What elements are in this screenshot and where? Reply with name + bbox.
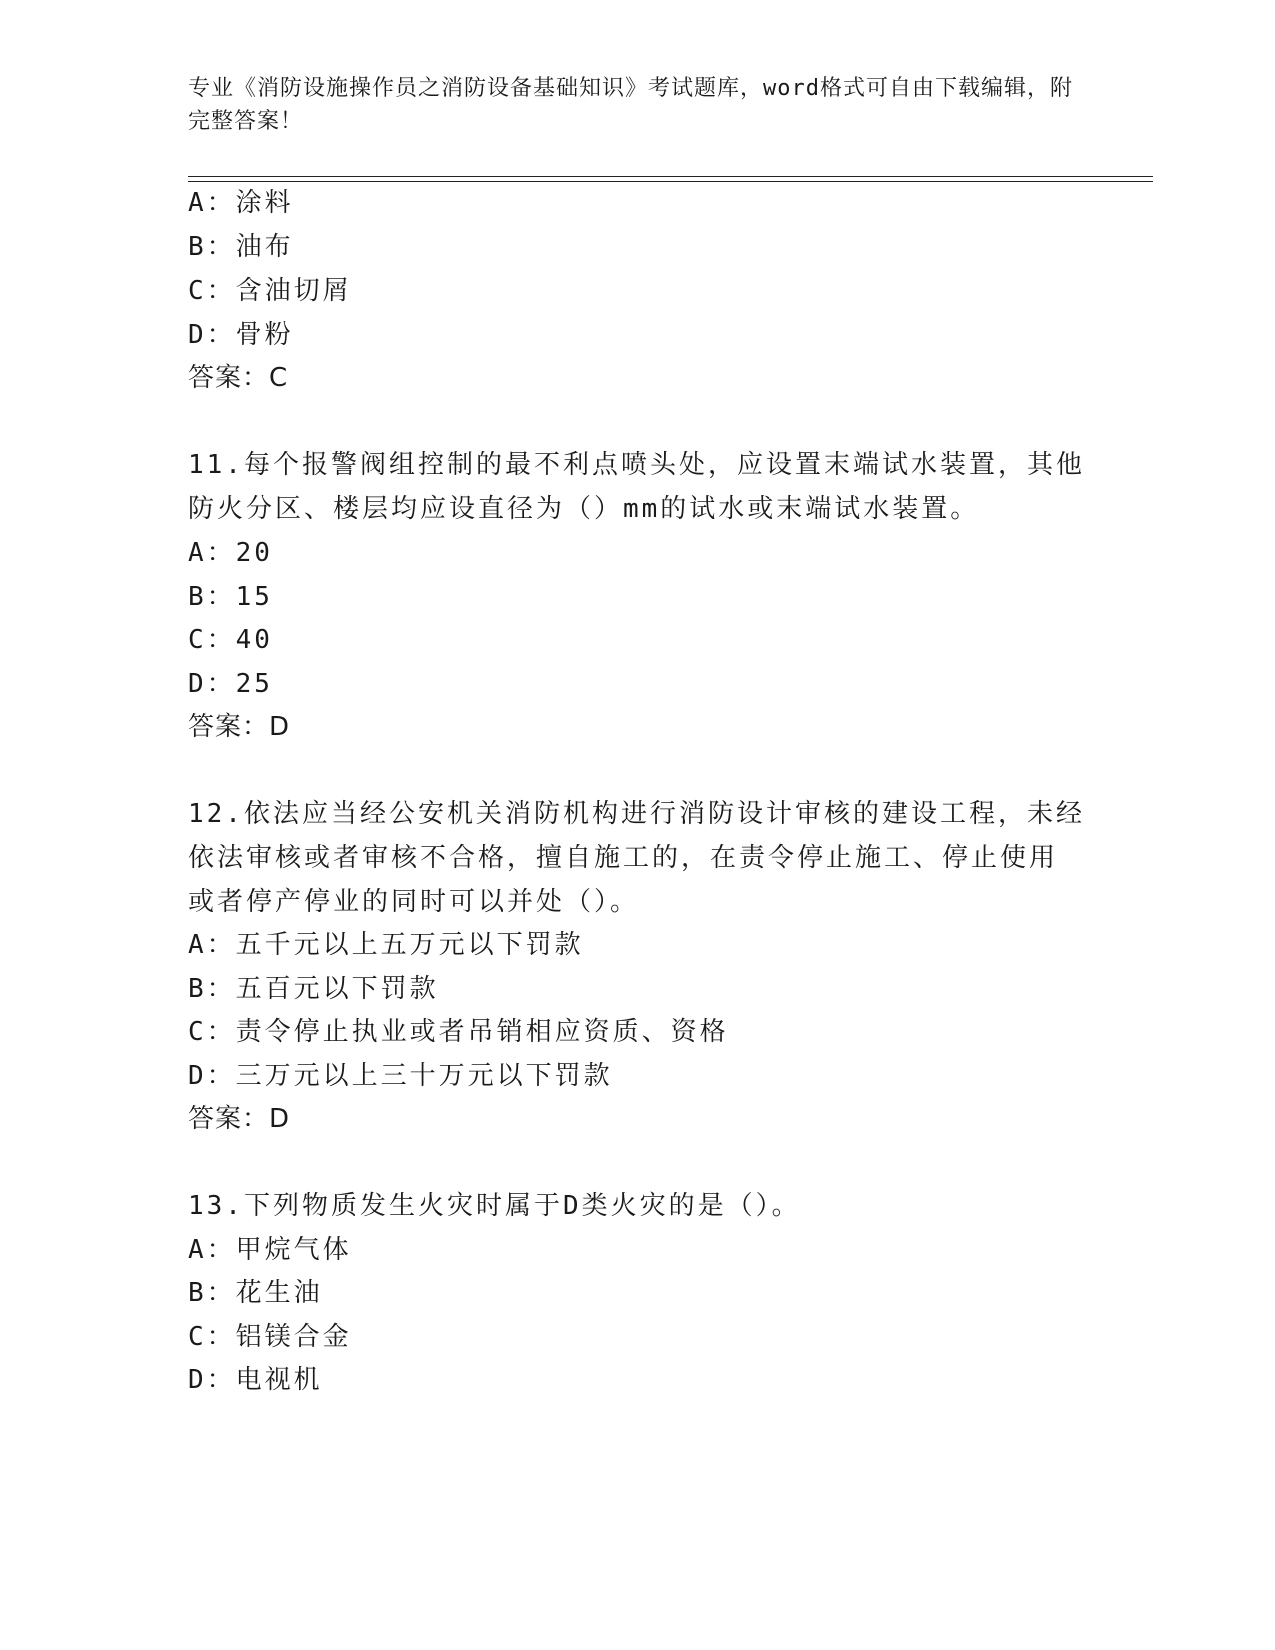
- q13-option-d: D：电视机: [188, 1365, 323, 1395]
- header-divider-bottom: [188, 181, 1153, 182]
- q12-option-a: A：五千元以上五万元以下罚款: [188, 930, 584, 960]
- q11-option-d: D：25: [188, 669, 273, 699]
- q13-stem-line-1: 13.下列物质发生火灾时属于D类火灾的是（）。: [188, 1191, 801, 1221]
- q11-stem-line-2: 防火分区、楼层均应设直径为（）mm的试水或末端试水装置。: [188, 494, 980, 524]
- q11-answer: 答案：D: [188, 712, 291, 742]
- q12-stem-line-1: 12.依法应当经公安机关消防机构进行消防设计审核的建设工程，未经: [188, 799, 1085, 829]
- q13-option-a: A：甲烷气体: [188, 1235, 352, 1265]
- q11-option-b: B：15: [188, 582, 273, 612]
- q12-stem-line-2: 依法审核或者审核不合格，擅自施工的，在责令停止施工、停止使用: [188, 843, 1059, 873]
- q10-option-d: D：骨粉: [188, 320, 294, 350]
- q12-option-c: C：责令停止执业或者吊销相应资质、资格: [188, 1017, 729, 1047]
- q11-stem-line-1: 11.每个报警阀组控制的最不利点喷头处，应设置末端试水装置，其他: [188, 450, 1085, 480]
- q12-stem-line-3: 或者停产停业的同时可以并处（）。: [188, 887, 640, 917]
- document-header: 专业《消防设施操作员之消防设备基础知识》考试题库，word格式可自由下载编辑，附完整答案！: [188, 76, 1073, 134]
- q12-option-d: D：三万元以上三十万元以下罚款: [188, 1061, 613, 1091]
- q12-answer: 答案：D: [188, 1104, 291, 1134]
- q11-option-a: A：20: [188, 538, 273, 568]
- q10-option-a: A：涂料: [188, 188, 294, 218]
- q10-option-b: B：油布: [188, 232, 294, 262]
- q12-option-b: B：五百元以下罚款: [188, 974, 439, 1004]
- q10-answer: 答案：C: [188, 363, 289, 393]
- q10-option-c: C：含油切屑: [188, 276, 352, 306]
- q13-option-c: C：铝镁合金: [188, 1322, 352, 1352]
- q13-option-b: B：花生油: [188, 1278, 323, 1308]
- q11-option-c: C：40: [188, 625, 273, 655]
- header-divider-top: [188, 176, 1153, 177]
